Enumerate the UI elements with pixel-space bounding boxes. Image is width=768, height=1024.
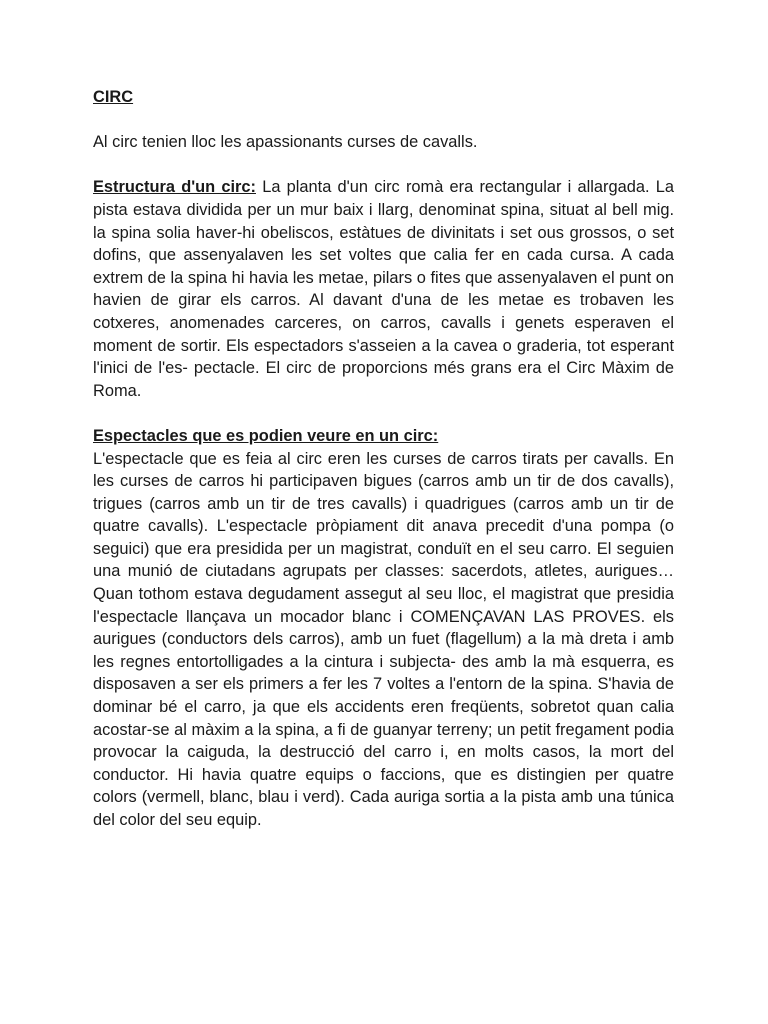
intro-paragraph: Al circ tenien lloc les apassionants curses de cavalls. <box>93 133 478 152</box>
document-title: CIRC <box>93 88 134 106</box>
structure-heading: Estructura d'un circ: <box>93 178 256 197</box>
structure-paragraph <box>93 176 674 402</box>
spacer <box>93 154 674 177</box>
spacer <box>93 109 674 132</box>
spacer <box>93 402 674 425</box>
spectacles-paragraph: L'espectacle que es feia al circ eren les curses de carros tirats per cavalls. En les curses de carros hi participaven bigues (carros amb un tir de dos cavalls), trigues (carros amb un tir de tres cavalls) i quadrigues (carros amb un tir de quatre cavalls). L'espectacle pròpiament dit anava precedit d'una pompa (o seguici) que era presidida per un magistrat, conduït en el seu carro. El seguien una munió de ciutadans agrupats per classes: sacerdots, atletes, aurigues… Quan tothom estava degudament assegut al seu lloc, el magistrat que presidia l'espectacle llançava un mocador blanc i COMENÇAVAN LAS PROVES. els aurigues (conductors dels carros), amb un fuet (flagellum) a la mà dreta i amb les regnes entortolligades a la cintura i subjecta- des amb la mà esquerra, es disposaven a ser els primers a fer les 7 voltes a l'entorn de la spina. S'havia de dominar bé el carro, ja que els accidents eren freqüents, sobretot quan calia acostar-se al màxim a la spina, a fi de guanyar terreny; un petit fregament podia provocar la caiguda, la destrucció del carro i, en molts casos, la mort del conductor. Hi havia quatre equips o faccions, que es distingien per quatre colors (vermell, blanc, blau i verd). Cada auriga sortia a la pista amb una túnica del color del seu equip. <box>93 449 674 829</box>
structure-text: La planta d'un circ romà era rectangular i allargada. La pista estava dividida per un mur baix i llarg, denominat spina, situat al bell mig. la spina solia haver-hi obeliscos, estàtues de divinitats i set ous grossos, o set dofins, que assenyalaven les set voltes que calia fer en cada cursa. A cada extrem de la spina hi havia les metae, pilars o fites que assenyalaven el punt on havien de girar els carros. Al davant d'una de les metae es trobaven les cotxeres, anomenades carceres, on carros, cavalls i genets esperaven el moment de sortir. Els espectadors s'asseien a la cavea o graderia, tot esperant l'inici de l'es- pectacle. El circ de proporcions més grans era el Circ Màxim de Roma. <box>93 178 674 400</box>
spectacles-heading: Espectacles que es podien veure en un circ: <box>93 426 439 445</box>
document-page <box>93 86 674 832</box>
